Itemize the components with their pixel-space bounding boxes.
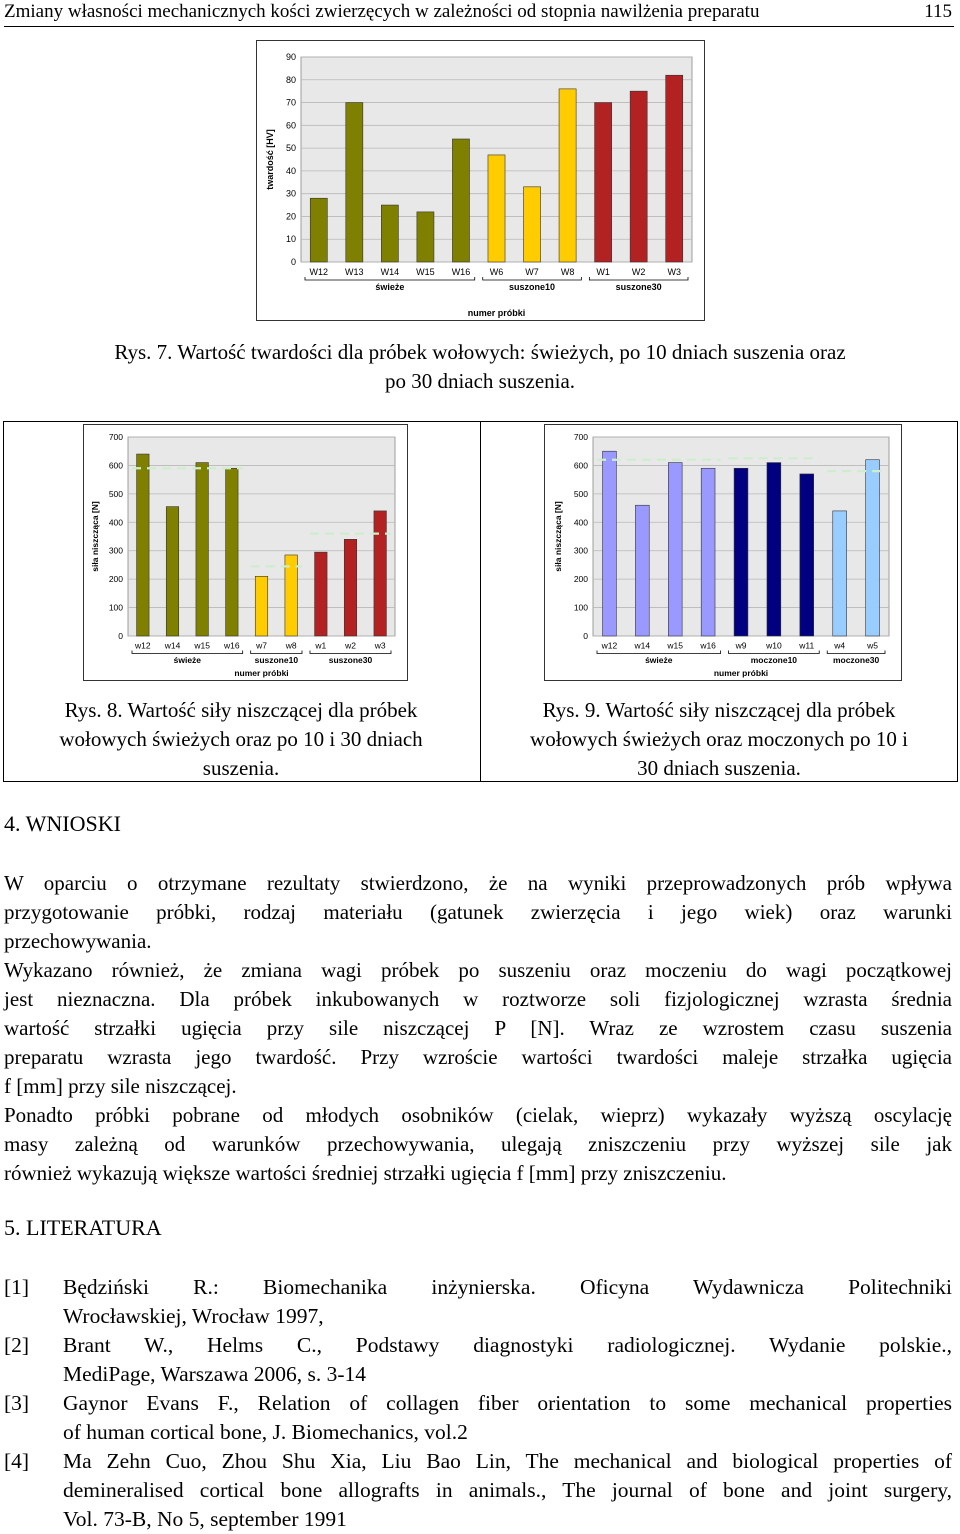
y-tick-label: 0 bbox=[290, 257, 296, 267]
x-tick-label: w15 bbox=[194, 640, 210, 651]
bar bbox=[668, 463, 682, 636]
group-label: suszone30 bbox=[328, 655, 373, 665]
caption-line: Rys. 7. Wartość twardości dla próbek wołowych: świeżych, po 10 dniach suszenia oraz bbox=[114, 340, 846, 364]
y-tick-label: 600 bbox=[573, 460, 588, 471]
reference-number: [3] bbox=[4, 1391, 30, 1415]
bar bbox=[346, 103, 363, 262]
text-line: W oparciu o otrzymane rezultaty stwierdzono, że na wyniki przeprowadzonych prób wpływa bbox=[4, 871, 952, 895]
section-heading: 5. LITERATURA bbox=[4, 1215, 162, 1240]
reference-line: Wrocławskiej, Wrocław 1997, bbox=[63, 1304, 324, 1328]
y-tick-label: 60 bbox=[285, 120, 296, 131]
group-bracket bbox=[483, 277, 582, 280]
x-axis-label: numer próbki bbox=[234, 668, 289, 678]
y-tick-label: 300 bbox=[573, 545, 588, 556]
text-line: Wykazano również, że zmiana wagi próbek po suszeniu oraz moczeniu do wagi początkowej bbox=[4, 958, 952, 982]
reference-line: Ma Zehn Cuo, Zhou Shu Xia, Liu Bao Lin, The mechanical and biological properties of bbox=[63, 1449, 952, 1473]
group-label: moczone30 bbox=[832, 655, 880, 665]
y-tick-label: 30 bbox=[285, 188, 296, 199]
breaking-force-soaked-chart bbox=[544, 424, 902, 681]
group-label: suszone30 bbox=[615, 282, 662, 292]
reference-line: Vol. 73-B, No 5, september 1991 bbox=[63, 1507, 347, 1531]
hardness-chart-svg bbox=[257, 41, 704, 320]
bar bbox=[866, 460, 880, 636]
figure-9-caption bbox=[482, 696, 956, 783]
y-tick-label: 600 bbox=[108, 460, 123, 471]
y-tick-label: 200 bbox=[573, 574, 588, 585]
reference-line: MediPage, Warszawa 2006, s. 3-14 bbox=[63, 1362, 366, 1386]
x-tick-label: w4 bbox=[834, 640, 846, 651]
breaking-force-dried-chart-svg bbox=[84, 425, 407, 680]
bar bbox=[701, 468, 715, 636]
x-tick-label: w10 bbox=[766, 640, 782, 651]
group-bracket bbox=[827, 651, 885, 654]
group-label: moczone10 bbox=[750, 655, 798, 665]
bar bbox=[767, 463, 781, 636]
y-tick-label: 90 bbox=[285, 52, 296, 62]
x-tick-label: w7 bbox=[256, 640, 267, 651]
reference-line: demineralised cortical bone allografts in animals., The journal of bone and joint surgery, bbox=[63, 1478, 952, 1502]
conclusions-text bbox=[4, 869, 952, 1188]
page-number: 115 bbox=[924, 1, 952, 22]
bar bbox=[595, 103, 612, 262]
x-tick-label: w16 bbox=[224, 640, 240, 651]
bar bbox=[452, 139, 469, 262]
y-axis-label: siła niszcząca [N] bbox=[553, 501, 563, 572]
reference-line: of human cortical bone, J. Biomechanics, vol.2 bbox=[63, 1420, 468, 1444]
x-tick-label: W1 bbox=[596, 267, 610, 277]
bar bbox=[310, 198, 327, 262]
caption-line: Rys. 8. Wartość siły niszczącej dla próbek bbox=[64, 698, 418, 722]
bar bbox=[734, 468, 748, 636]
x-tick-label: W12 bbox=[309, 267, 329, 277]
page-header bbox=[4, 0, 954, 27]
text-line: f [mm] przy sile niszczącej. bbox=[4, 1074, 237, 1098]
table-divider bbox=[480, 421, 481, 782]
reference-line: Brant W., Helms C., Podstawy diagnostyki radiologicznej. Wydanie polskie., bbox=[63, 1333, 952, 1357]
group-bracket bbox=[729, 651, 820, 654]
text-line: przygotowanie próbki, rodzaj materiału (gatunek zwierzęcia i jego wiek) oraz warunki bbox=[4, 900, 952, 924]
group-bracket bbox=[132, 651, 243, 654]
caption-line: po 30 dniach suszenia. bbox=[384, 369, 576, 393]
y-tick-label: 200 bbox=[108, 574, 123, 585]
running-title: Zmiany własności mechanicznych kości zwierzęcych w zależności od stopnia nawilżenia preparatu bbox=[4, 1, 760, 22]
x-tick-label: w1 bbox=[315, 640, 327, 651]
x-tick-label: w3 bbox=[374, 640, 386, 651]
bar bbox=[666, 75, 683, 262]
y-tick-label: 40 bbox=[285, 165, 296, 176]
group-label: świeże bbox=[375, 282, 405, 292]
y-tick-label: 0 bbox=[583, 631, 588, 641]
bar bbox=[635, 505, 649, 636]
x-tick-label: w16 bbox=[700, 640, 716, 651]
y-tick-label: 100 bbox=[108, 602, 123, 613]
bar bbox=[559, 89, 576, 262]
caption-line: suszenia. bbox=[202, 756, 280, 780]
reference-number: [1] bbox=[4, 1275, 30, 1299]
reference-number: [4] bbox=[4, 1449, 30, 1473]
bar bbox=[417, 212, 434, 262]
bar bbox=[800, 474, 814, 636]
group-label: suszone10 bbox=[254, 655, 299, 665]
text-line: wartość strzałki ugięcia przy sile niszczącej P [N]. Wraz ze wzrostem czasu suszenia bbox=[4, 1016, 952, 1040]
section-heading: 4. WNIOSKI bbox=[4, 811, 121, 836]
bar bbox=[488, 155, 505, 262]
bar bbox=[255, 576, 267, 636]
bar bbox=[137, 454, 149, 636]
text-line: również wykazują większe wartości średniej strzałki ugięcia f [mm] przy zniszczeniu. bbox=[4, 1161, 727, 1185]
reference-number: [2] bbox=[4, 1333, 30, 1357]
caption-line: wołowych świeżych oraz po 10 i 30 dniach bbox=[59, 727, 423, 751]
text-line: Ponadto próbki pobrane od młodych osobników (cielak, wieprz) wykazały wyższą oscylację bbox=[4, 1103, 952, 1127]
y-tick-label: 700 bbox=[108, 432, 123, 442]
bar bbox=[344, 539, 356, 636]
x-tick-label: W7 bbox=[525, 267, 539, 277]
y-tick-label: 400 bbox=[573, 517, 588, 528]
reference-line: Będziński R.: Biomechanika inżynierska. Oficyna Wydawnicza Politechniki bbox=[63, 1275, 952, 1299]
bar bbox=[381, 205, 398, 262]
y-tick-label: 50 bbox=[285, 143, 296, 154]
group-bracket bbox=[589, 277, 688, 280]
bar bbox=[374, 511, 386, 636]
group-label: świeże bbox=[645, 655, 673, 665]
text-line: masy zależną od warunków przechowywania, ulegają zniszczeniu przy wyższej sile jak bbox=[4, 1132, 952, 1156]
x-tick-label: W13 bbox=[345, 267, 364, 277]
group-label: suszone10 bbox=[509, 282, 556, 292]
bar bbox=[524, 187, 541, 262]
x-axis-label: numer próbki bbox=[467, 308, 526, 318]
figure-7-caption bbox=[0, 338, 960, 396]
x-tick-label: w11 bbox=[799, 640, 815, 651]
figure-8-caption bbox=[4, 696, 478, 783]
bar bbox=[196, 463, 208, 636]
x-tick-label: w5 bbox=[867, 640, 878, 651]
bar bbox=[833, 511, 847, 636]
x-tick-label: W14 bbox=[380, 267, 400, 277]
y-tick-label: 0 bbox=[118, 631, 123, 641]
text-line: preparatu wzrasta jego twardość. Przy wzroście wartości twardości maleje strzałka ugięcia bbox=[4, 1045, 952, 1069]
x-tick-label: W15 bbox=[416, 267, 435, 277]
references-list bbox=[0, 1273, 960, 1533]
caption-line: Rys. 9. Wartość siły niszczącej dla próbek bbox=[542, 698, 896, 722]
bar bbox=[315, 552, 327, 636]
x-tick-label: w14 bbox=[164, 640, 181, 651]
x-tick-label: w12 bbox=[135, 640, 151, 651]
x-tick-label: w8 bbox=[285, 640, 297, 651]
caption-line: wołowych świeżych oraz moczonych po 10 i bbox=[530, 727, 908, 751]
group-bracket bbox=[310, 651, 391, 654]
y-tick-label: 80 bbox=[285, 74, 296, 85]
x-tick-label: w9 bbox=[735, 640, 747, 651]
y-axis-label: siła niszcząca [N] bbox=[90, 501, 100, 572]
y-axis-label: twardość [HV] bbox=[265, 129, 275, 190]
y-tick-label: 700 bbox=[573, 432, 588, 442]
x-tick-label: W6 bbox=[489, 267, 504, 277]
hardness-chart bbox=[256, 40, 705, 321]
bar bbox=[166, 507, 178, 636]
x-tick-label: w14 bbox=[634, 640, 651, 651]
group-bracket bbox=[597, 651, 721, 654]
y-tick-label: 70 bbox=[285, 97, 296, 108]
bar bbox=[630, 91, 647, 262]
group-bracket bbox=[251, 651, 302, 654]
x-tick-label: W2 bbox=[631, 267, 646, 277]
y-tick-label: 100 bbox=[573, 602, 588, 613]
breaking-force-soaked-chart-svg bbox=[545, 425, 901, 680]
text-line: przechowywania. bbox=[4, 929, 152, 953]
x-tick-label: W3 bbox=[667, 267, 681, 277]
bar bbox=[226, 468, 238, 636]
y-tick-label: 300 bbox=[108, 545, 123, 556]
x-tick-label: w12 bbox=[601, 640, 618, 651]
y-tick-label: 500 bbox=[108, 488, 123, 499]
bar bbox=[603, 451, 617, 636]
x-axis-label: numer próbki bbox=[713, 668, 769, 678]
x-tick-label: w15 bbox=[667, 640, 684, 651]
caption-line: 30 dniach suszenia. bbox=[637, 756, 801, 780]
breaking-force-dried-chart bbox=[83, 424, 408, 681]
text-line: jest nieznaczna. Dla próbek inkubowanych w roztworze soli fizjologicznej wzrasta średnia bbox=[4, 987, 952, 1011]
y-tick-label: 20 bbox=[285, 211, 296, 222]
x-tick-label: W8 bbox=[560, 267, 575, 277]
y-tick-label: 500 bbox=[573, 488, 588, 499]
y-tick-label: 10 bbox=[285, 234, 296, 245]
y-tick-label: 400 bbox=[108, 517, 123, 528]
x-tick-label: W16 bbox=[451, 267, 471, 277]
group-bracket bbox=[305, 277, 475, 280]
x-tick-label: w2 bbox=[345, 640, 356, 651]
group-label: świeże bbox=[173, 655, 202, 665]
reference-line: Gaynor Evans F., Relation of collagen fiber orientation to some mechanical properties bbox=[63, 1391, 952, 1415]
